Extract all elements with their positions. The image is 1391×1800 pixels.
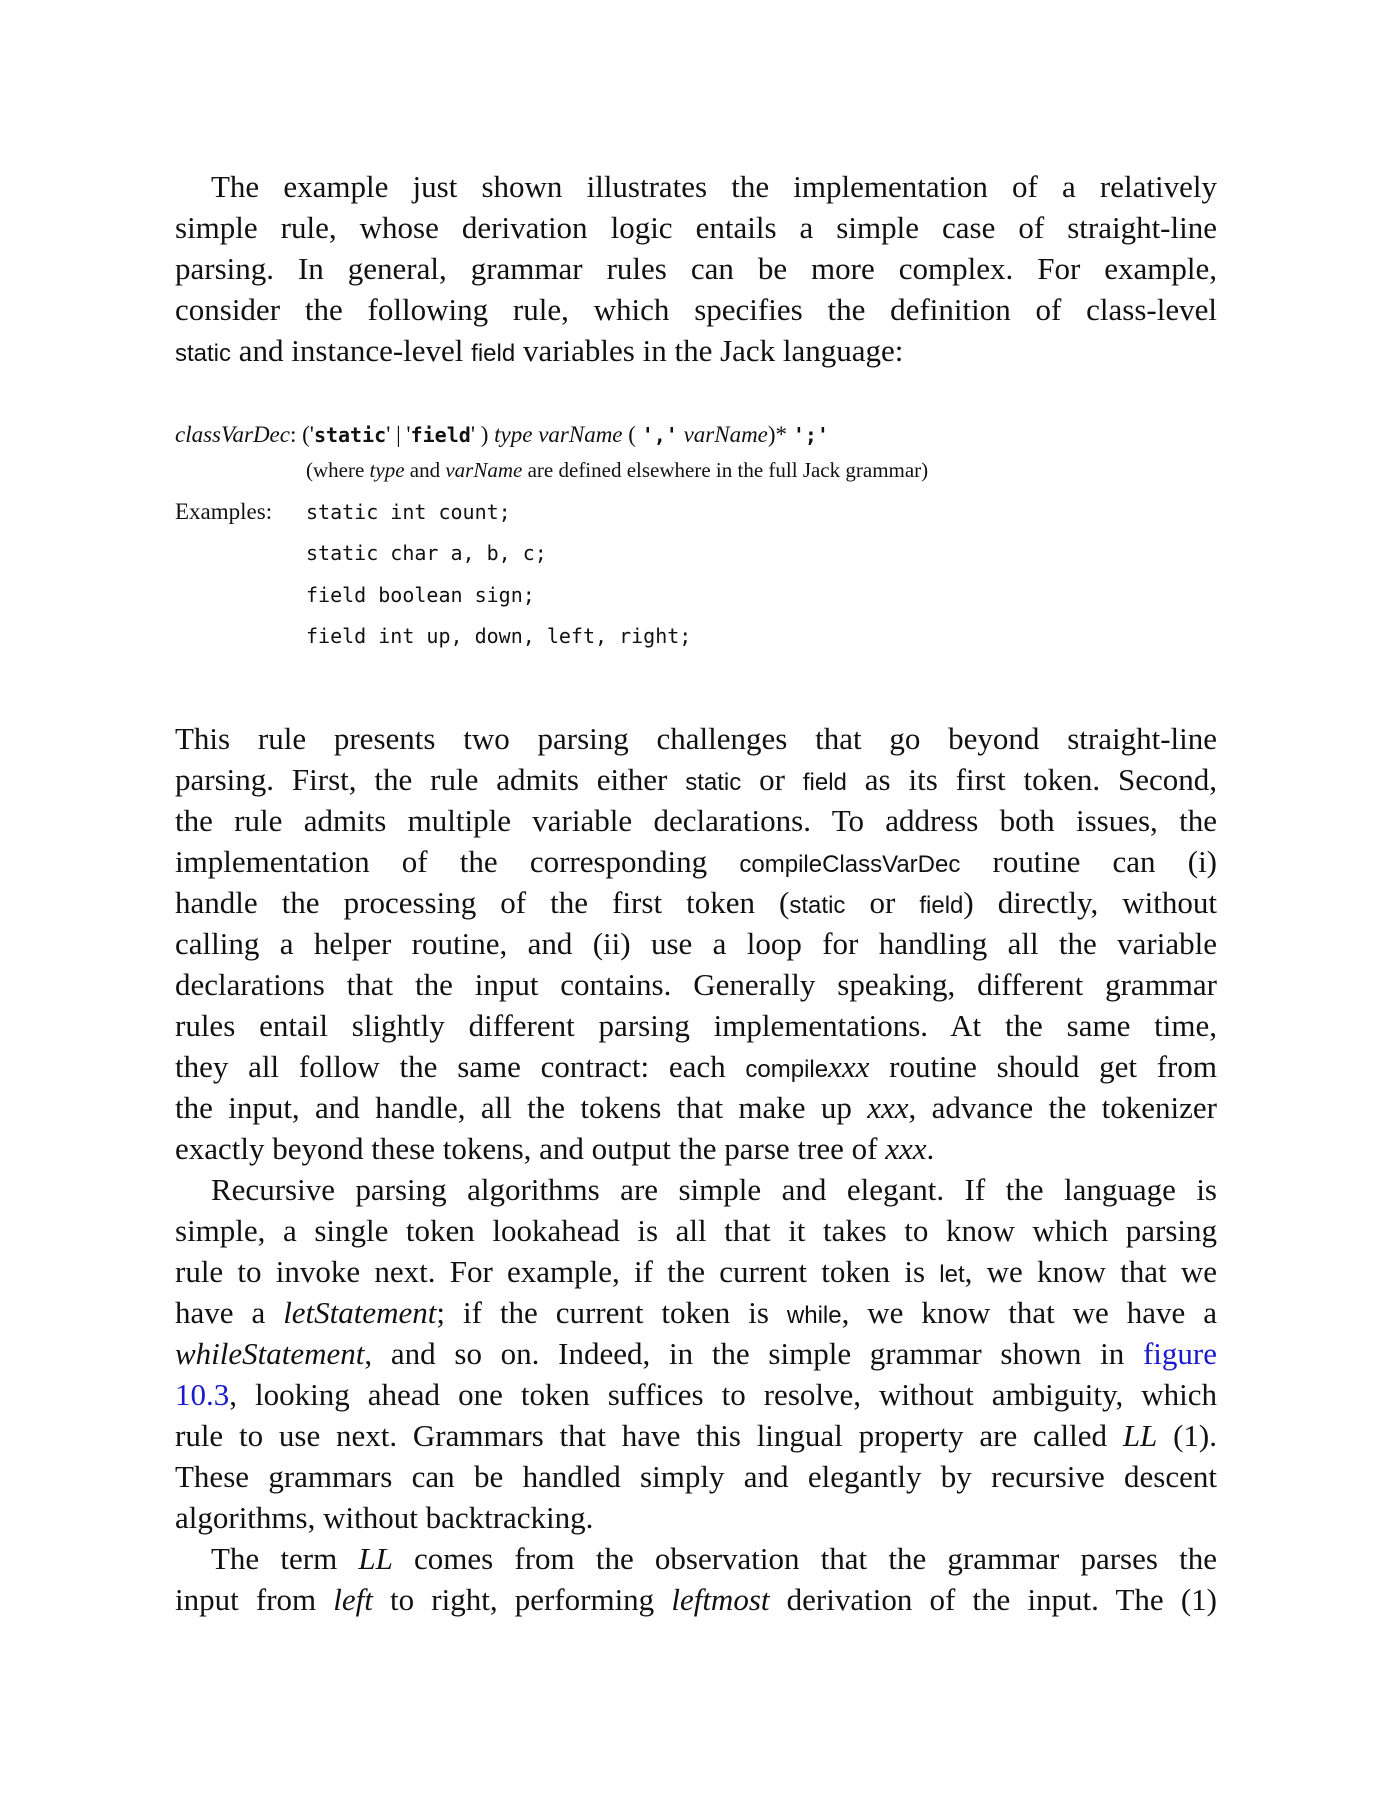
italic-term: left: [333, 1582, 373, 1617]
text-run: have a: [175, 1295, 284, 1330]
example-line: static char a, b, c;: [306, 541, 547, 565]
rule-paren-close: ' ): [470, 422, 495, 447]
text-run: the rule admits multiple variable declarations. To address both issues, the: [175, 803, 1217, 838]
code-term: static: [685, 769, 742, 796]
text-run: and instance-level: [231, 333, 472, 368]
text-run: the input, and handle, all the tokens that make up: [175, 1090, 868, 1125]
rule-name: classVarDec: [175, 422, 290, 447]
text-line: [175, 1046, 1217, 1087]
paragraph-challenges: [175, 718, 1217, 1169]
examples-label: Examples:: [175, 499, 273, 524]
text-run: The term: [211, 1541, 359, 1576]
text-run: simple rule, whose derivation logic entails a simple case of straight-line: [175, 210, 1217, 245]
text-run: These grammars can be handled simply and elegantly by recursive descent: [175, 1459, 1217, 1494]
text-run: routine can (i): [960, 844, 1217, 879]
note-text: (where: [306, 458, 370, 482]
rule-varname: varName: [532, 422, 623, 447]
code-term: field: [802, 769, 847, 796]
rule-paren: (': [296, 422, 314, 447]
text-line: [175, 1374, 1217, 1415]
paragraph-intro: [175, 166, 1217, 371]
code-term: let: [939, 1261, 965, 1288]
text-run: rule to use next. Grammars that have this lingual property are called: [175, 1418, 1123, 1453]
code-term: compile: [745, 1056, 829, 1083]
text-run: , and so on. Indeed, in the simple grammar shown in: [364, 1336, 1143, 1371]
italic-term: leftmost: [671, 1582, 770, 1617]
text-line: [175, 166, 1217, 207]
rule-group-open: (: [622, 422, 642, 447]
example-line: field boolean sign;: [306, 583, 535, 607]
text-run: variables in the Jack language:: [515, 333, 904, 368]
text-run: The example just shown illustrates the implementation of a relatively: [211, 169, 1217, 204]
code-term: compileClassVarDec: [739, 851, 961, 878]
text-run: ) directly, without: [963, 885, 1218, 920]
paragraph-ll-term: [175, 1538, 1217, 1620]
text-line: [175, 800, 1217, 841]
text-run: to right, performing: [372, 1582, 672, 1617]
example-line: static int count;: [306, 500, 511, 524]
text-run: as its first token. Second,: [846, 762, 1217, 797]
text-line: [175, 1251, 1217, 1292]
text-line: [175, 1292, 1217, 1333]
text-run: exactly beyond these tokens, and output the parse tree of: [175, 1131, 886, 1166]
text-run: This rule presents two parsing challenges that go beyond straight-line: [175, 721, 1217, 756]
text-run: , we know that we have a: [841, 1295, 1217, 1330]
text-line: [175, 841, 1217, 882]
text-line: [175, 1497, 1217, 1538]
example-line: field int up, down, left, right;: [306, 624, 692, 648]
text-run: or: [741, 762, 803, 797]
text-line: [175, 1456, 1217, 1497]
text-run: rule to invoke next. For example, if the current token is: [175, 1254, 940, 1289]
text-run: , advance the tokenizer: [908, 1090, 1217, 1125]
italic-term: xxx: [828, 1049, 870, 1084]
text-line: [175, 207, 1217, 248]
text-run: implementation of the corresponding: [175, 844, 740, 879]
rule-semicolon: ';': [792, 423, 829, 447]
rule-colon: :: [289, 422, 297, 447]
code-term: static: [789, 892, 846, 919]
text-line: [175, 1128, 1217, 1169]
text-run: consider the following rule, which specifies the definition of class-level: [175, 292, 1217, 327]
rule-star: )*: [767, 422, 793, 447]
keyword-static: static: [313, 423, 387, 447]
text-run: , looking ahead one token suffices to resolve, without ambiguity, which: [229, 1377, 1217, 1412]
text-line: [175, 248, 1217, 289]
note-type: type: [369, 458, 405, 482]
text-line: [175, 1538, 1217, 1579]
rule-varname-repeat: varName: [677, 422, 768, 447]
italic-term: LL: [358, 1541, 393, 1576]
text-run: parsing. First, the rule admits either: [175, 762, 686, 797]
text-run: derivation of the input. The (1): [769, 1582, 1217, 1617]
text-line: [175, 759, 1217, 800]
text-run: (1).: [1157, 1418, 1217, 1453]
italic-term: xxx: [885, 1131, 927, 1166]
italic-term: xxx: [867, 1090, 909, 1125]
text-run: or: [845, 885, 920, 920]
text-run: simple, a single token lookahead is all that it takes to know which parsing: [175, 1213, 1217, 1248]
text-line: [175, 882, 1217, 923]
paragraph-recursive-parsing: [175, 1169, 1217, 1538]
grammar-note: [306, 452, 928, 488]
note-varname: varName: [445, 458, 523, 482]
text-line: [175, 1005, 1217, 1046]
figure-link[interactable]: 10.3: [175, 1377, 230, 1412]
note-text: and: [404, 458, 446, 482]
grammar-rule: [175, 417, 829, 453]
text-line: [175, 1415, 1217, 1456]
text-line: [175, 964, 1217, 1005]
code-term: field: [471, 340, 516, 367]
keyword-field: field: [410, 423, 471, 447]
text-line: [175, 1087, 1217, 1128]
code-term: while: [786, 1302, 842, 1329]
text-run: declarations that the input contains. Generally speaking, different grammar: [175, 967, 1217, 1002]
rule-separator: ' | ': [386, 422, 411, 447]
italic-term: whileStatement: [175, 1336, 365, 1371]
text-run: Recursive parsing algorithms are simple and elegant. If the language is: [211, 1172, 1217, 1207]
text-run: comes from the observation that the grammar parses the: [392, 1541, 1217, 1576]
text-line: [175, 1210, 1217, 1251]
text-run: parsing. In general, grammar rules can be more complex. For example,: [175, 251, 1217, 286]
text-line: [175, 289, 1217, 330]
text-run: calling a helper routine, and (ii) use a loop for handling all the variable: [175, 926, 1217, 961]
italic-term: LL: [1122, 1418, 1158, 1453]
text-run: algorithms, without backtracking.: [175, 1500, 594, 1535]
text-run: routine should get from: [869, 1049, 1217, 1084]
figure-link[interactable]: figure: [1142, 1336, 1217, 1371]
text-run: handle the processing of the first token (: [175, 885, 790, 920]
text-run: input from: [175, 1582, 334, 1617]
text-run: rules entail slightly different parsing implementations. At the same time,: [175, 1008, 1217, 1043]
text-line: [175, 923, 1217, 964]
code-term: field: [919, 892, 964, 919]
text-run: .: [926, 1131, 935, 1166]
text-line: [175, 1579, 1217, 1620]
text-run: they all follow the same contract: each: [175, 1049, 746, 1084]
text-line: [175, 330, 1217, 371]
text-line: [175, 1169, 1217, 1210]
text-line: [175, 1333, 1217, 1374]
text-line: [175, 718, 1217, 759]
text-run: ; if the current token is: [436, 1295, 787, 1330]
text-run: , we know that we: [964, 1254, 1217, 1289]
italic-term: letStatement: [283, 1295, 437, 1330]
rule-comma: ',': [641, 423, 678, 447]
note-text: are defined elsewhere in the full Jack grammar): [522, 458, 929, 482]
code-term: static: [175, 340, 232, 367]
rule-type: type: [494, 422, 533, 447]
